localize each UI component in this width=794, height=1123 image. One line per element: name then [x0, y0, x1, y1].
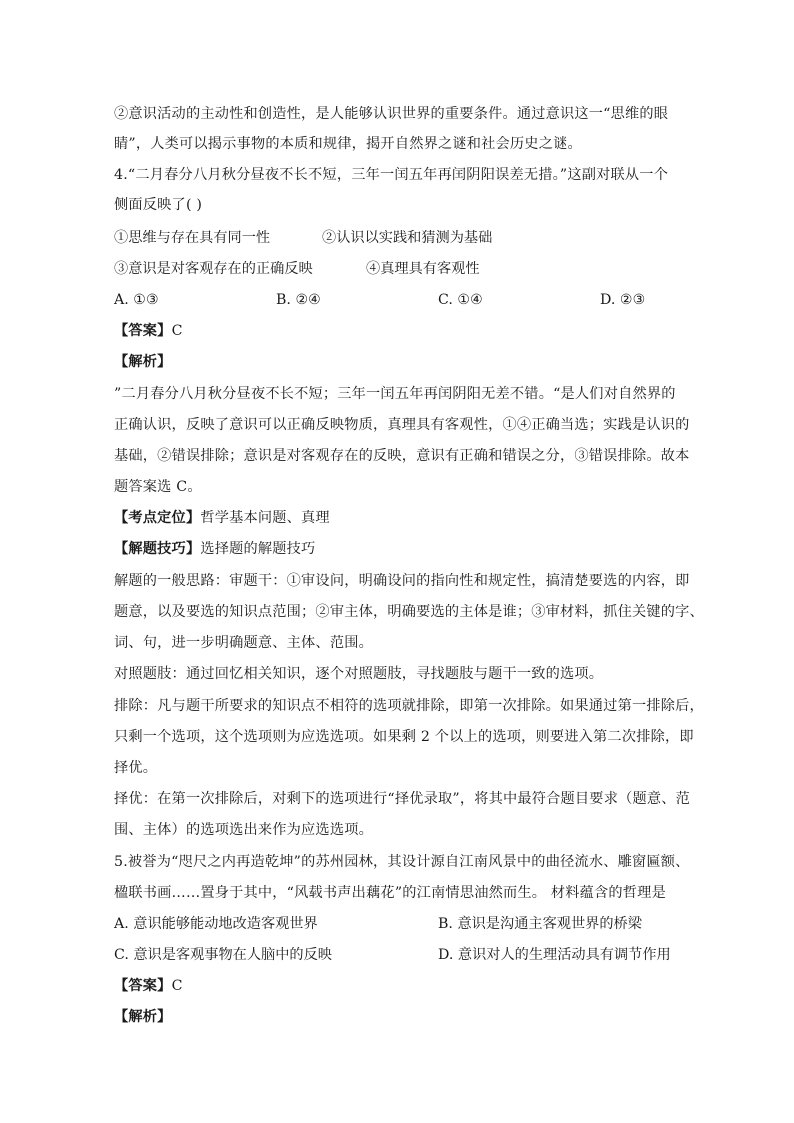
- q5-answer: [114, 977, 183, 995]
- intro-line-1: ②意识活动的主动性和创造性，是人能够认识世界的重要条件。通过意识这一“思维的眼: [114, 106, 669, 122]
- q5-option-a: A. 意识能够能动地改造客观世界: [114, 916, 318, 932]
- tip-line-7: 择优。: [114, 760, 158, 776]
- tip-line-4: 对照题肢：通过回忆相关知识，逐个对照题肢，寻找题肢与题干一致的选项。: [114, 666, 604, 682]
- q4-item-2: ②认识以实践和猜测为基础: [322, 230, 493, 246]
- q4-answer: [114, 322, 183, 340]
- q5-stem-line-1: 5.被誉为“咫尺之内再造乾坤”的苏州园林，其设计源自江南风景中的曲径流水、雕窗匾额、: [114, 854, 690, 870]
- q4-answer-value: C: [171, 323, 183, 339]
- q5-option-c: C. 意识是客观事物在人脑中的反映: [114, 947, 332, 963]
- tip-line-8: 择优：在第一次排除后，对剩下的选项进行“择优录取”，将其中最符合题目要求（题意、范: [114, 791, 691, 807]
- tip-line-6: 只剩一个选项，这个选项则为应选选项。如果剩 2 个以上的选项，则要进入第二次排除，即: [114, 729, 694, 745]
- intro-line-2: 睛”，人类可以揭示事物的本质和规律，揭开自然界之谜和社会历史之谜。: [114, 136, 582, 152]
- q4-item-3: ③意识是对客观存在的正确反映: [114, 261, 313, 277]
- q5-answer-value: C: [171, 978, 183, 994]
- tip-line-3: 词、句，进一步明确题意、主体、范围。: [114, 635, 373, 651]
- q4-jieti: [114, 540, 315, 558]
- q4-analysis-line-4: 题答案选 C。: [114, 479, 202, 495]
- q4-answer-label: 【答案】: [114, 323, 172, 339]
- q5-stem-line-2: 楹联书画……置身于其中，“风载书声出藕花”的江南情思油然而生。 材料蕴含的哲理是: [114, 885, 666, 901]
- q4-option-d: D. ②③: [600, 292, 646, 308]
- q4-analysis-line-2: 正确认识，反映了意识可以正确反映物质，真理具有客观性，①④正确当选；实践是认识的: [114, 417, 690, 433]
- q5-option-d: D. 意识对人的生理活动具有调节作用: [438, 947, 671, 963]
- tip-line-5: 排除：凡与题干所要求的知识点不相符的选项就排除，即第一次排除。如果通过第一排除后，: [114, 698, 704, 714]
- q5-analysis-label: 【解析】: [114, 1009, 172, 1025]
- q4-jieti-label: 【解题技巧】: [114, 541, 201, 557]
- q4-jieti-value: 选择题的解题技巧: [200, 541, 316, 557]
- q4-stem-line-1: 4.“二月春分八月秋分昼夜不长不短，三年一闰五年再闰阴阳误差无措。”这副对联从一个: [114, 167, 669, 183]
- q4-kaodian-value: 哲学基本问题、真理: [200, 510, 330, 526]
- q4-option-a: A. ①③: [114, 292, 159, 308]
- q5-answer-label: 【答案】: [114, 978, 172, 994]
- q4-analysis-line-3: 基础，②错误排除；意识是对客观存在的反映，意识有正确和错误之分，③错误排除。故本: [114, 448, 690, 464]
- q5-option-b: B. 意识是沟通主客观世界的桥梁: [438, 916, 642, 932]
- tip-line-9: 围、主体）的选项选出来作为应选选项。: [114, 822, 373, 838]
- q4-kaodian: [114, 509, 330, 527]
- q4-item-4: ④真理具有客观性: [366, 261, 480, 277]
- q4-item-1: ①思维与存在具有同一性: [114, 230, 271, 246]
- q4-analysis-label: 【解析】: [114, 354, 172, 370]
- q4-stem-line-2: 侧面反映了( ): [114, 197, 203, 213]
- q4-kaodian-label: 【考点定位】: [114, 510, 201, 526]
- tip-line-1: 解题的一般思路：审题干：①审设问，明确设问的指向性和规定性，搞清楚要选的内容，即: [114, 573, 690, 589]
- q4-analysis-line-1: ”二月春分八月秋分昼夜不长不短；三年一闰五年再闰阴阳无差不错。“是人们对自然界的: [114, 386, 676, 402]
- q4-option-b: B. ②④: [276, 292, 321, 308]
- q4-option-c: C. ①④: [438, 292, 483, 308]
- tip-line-2: 题意，以及要选的知识点范围；②审主体，明确要选的主体是谁；③审材料，抓住关键的字、: [114, 604, 704, 620]
